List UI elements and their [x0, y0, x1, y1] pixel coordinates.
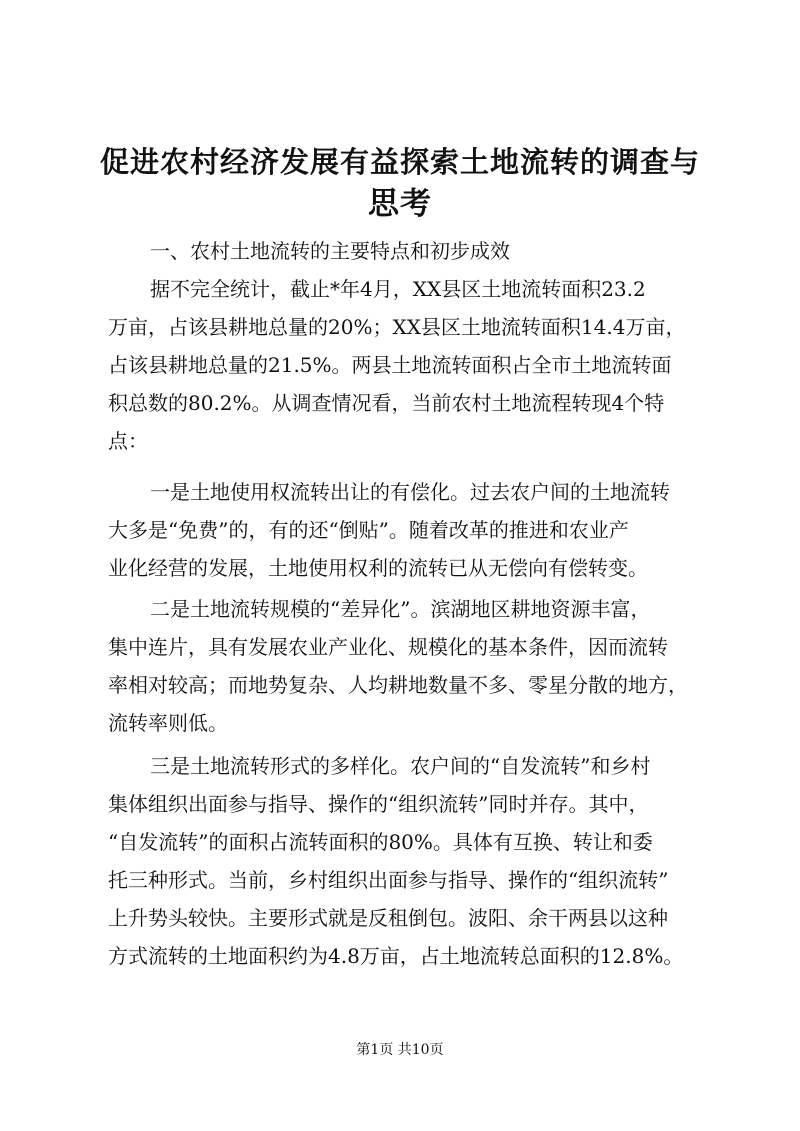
body-line: 三是土地流转形式的多样化。农户间的“自发流转”和乡村	[150, 754, 651, 778]
page-number-footer: 第1页 共10页	[356, 1042, 444, 1058]
body-line: 业化经营的发展，土地使用权利的流转已从无偿向有偿转变。	[108, 556, 648, 580]
body-line: 率相对较高；而地势复杂、人均耕地数量不多、零星分散的地方，	[108, 673, 688, 697]
document-title-line-2: 思考	[368, 186, 432, 222]
body-line: “自发流转”的面积占流转面积的80%。具体有互换、转让和委	[108, 830, 653, 854]
body-line: 流转率则低。	[108, 711, 228, 735]
body-line: 占该县耕地总量的21.5%。两县土地流转面积占全市土地流转面	[108, 353, 672, 377]
body-line: 万亩，占该县耕地总量的20%；XX县区土地流转面积14.4万亩，	[108, 315, 686, 339]
body-line: 集体组织出面参与指导、操作的“组织流转”同时并存。其中，	[108, 792, 649, 816]
body-line: 方式流转的土地面积约为4.8万亩，占土地流转总面积的12.8%。	[108, 944, 684, 968]
section-heading: 一、农村土地流转的主要特点和初步成效	[150, 239, 510, 263]
body-line: 点：	[108, 429, 148, 453]
document-title-line-1: 促进农村经济发展有益探索土地流转的调查与	[100, 145, 701, 179]
body-line: 据不完全统计，截止*年4月，XX县区土地流转面积23.2	[150, 277, 646, 301]
body-line: 上升势头较快。主要形式就是反租倒包。波阳、余干两县以这种	[108, 906, 668, 930]
body-line: 集中连片，具有发展农业产业化、规模化的基本条件，因而流转	[108, 635, 668, 659]
body-line: 大多是“免费”的，有的还“倒贴”。随着改革的推进和农业产	[108, 518, 629, 542]
body-line: 托三种形式。当前，乡村组织出面参与指导、操作的“组织流转”	[108, 868, 669, 892]
body-line: 二是土地流转规模的“差异化”。滨湖地区耕地资源丰富，	[150, 597, 651, 621]
body-line: 积总数的80.2%。从调查情况看，当前农村土地流程转现4个特	[108, 391, 665, 415]
body-line: 一是土地使用权流转出让的有偿化。过去农户间的土地流转	[150, 480, 670, 504]
